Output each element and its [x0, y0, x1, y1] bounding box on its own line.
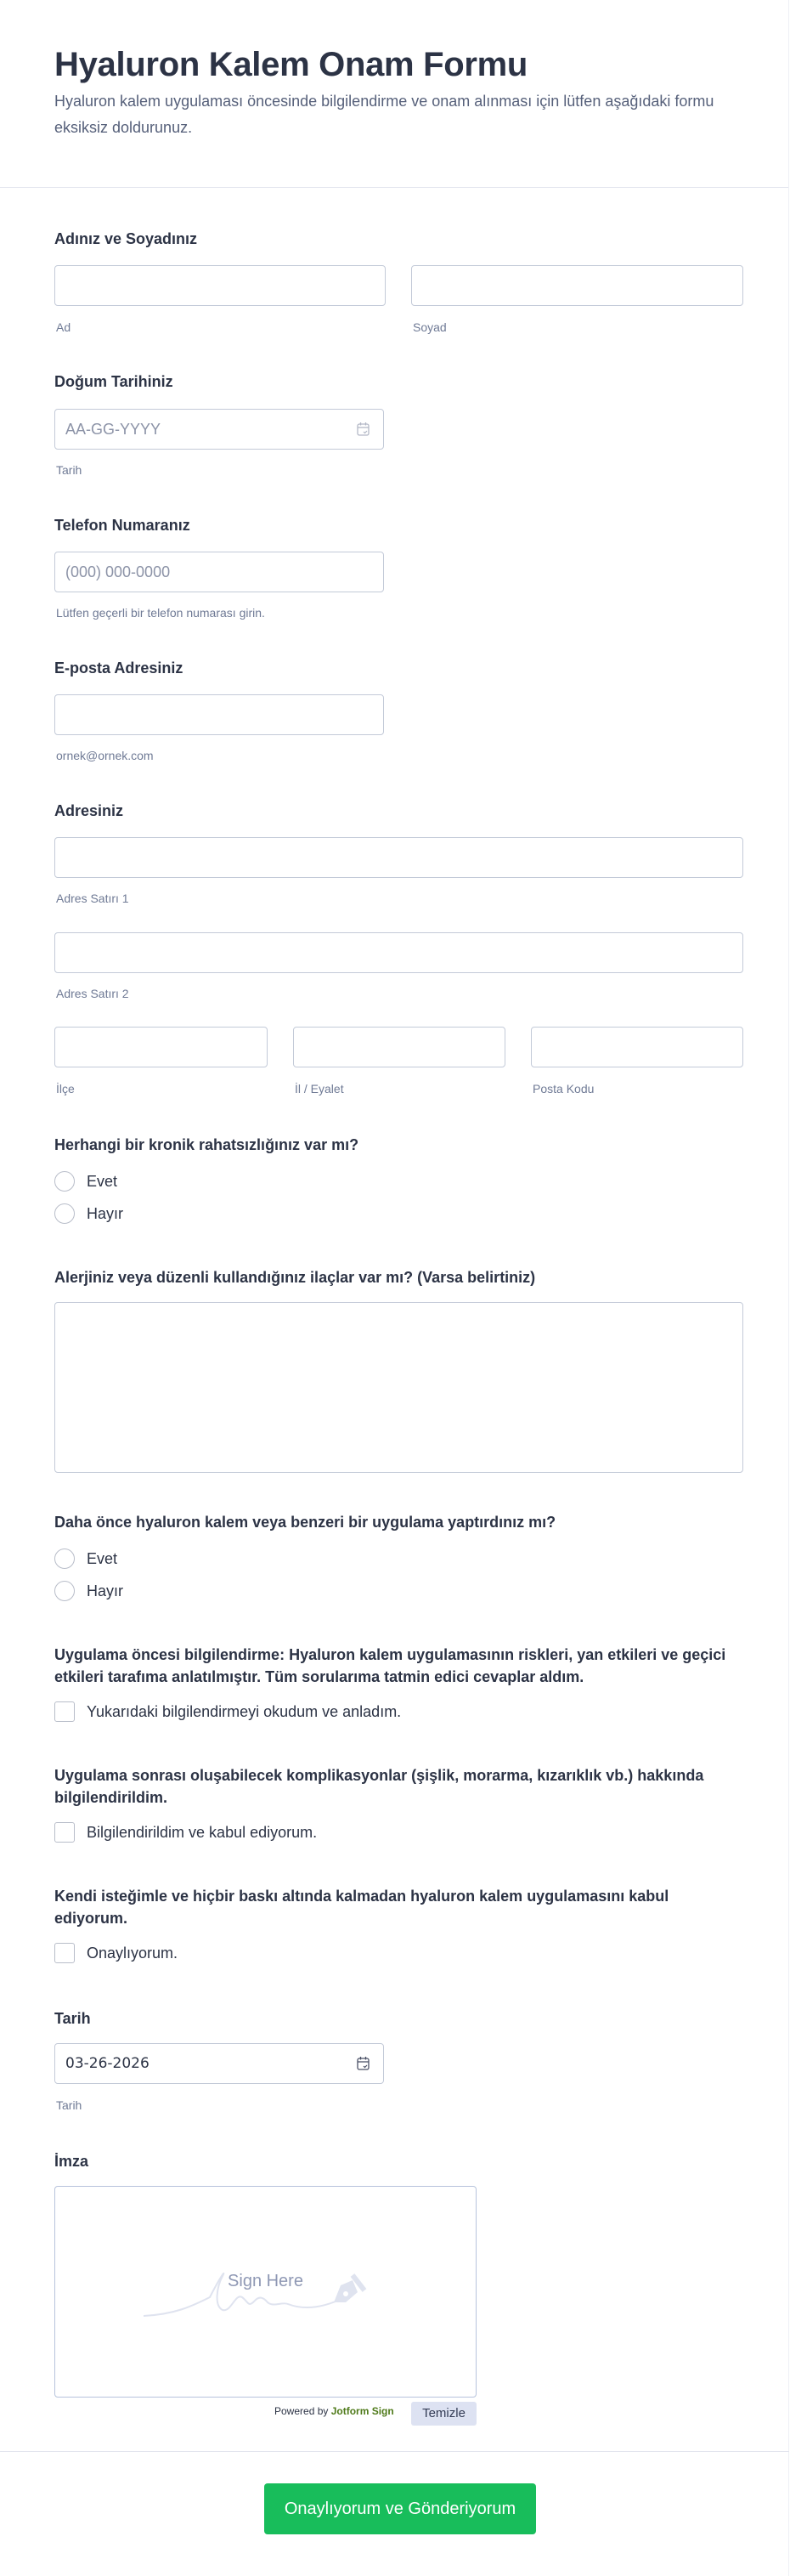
- previous-option-evet[interactable]: [54, 1547, 117, 1571]
- district-sublabel: İlçe: [56, 1082, 75, 1096]
- checkbox[interactable]: [54, 1822, 75, 1843]
- birth-date-input[interactable]: [54, 409, 384, 450]
- postal-code-sublabel: Posta Kodu: [533, 1082, 595, 1096]
- info-consent-label: Uygulama öncesi bilgilendirme: Hyaluron kalem uygulamasının riskleri, yan etkileri ve geçici etkileri tarafıma anlatılmıştır. Tüm sorularıma tatmin edici cevaplar aldım.: [54, 1646, 726, 1685]
- powered-prefix: Powered by: [274, 2405, 329, 2417]
- allergies-textarea[interactable]: [54, 1302, 743, 1473]
- email-sublabel: ornek@ornek.com: [56, 749, 154, 762]
- district-input[interactable]: [54, 1027, 268, 1067]
- powered-by: [274, 2405, 394, 2417]
- sign-here-prompt: Sign Here: [228, 2272, 303, 2290]
- birth-date-sublabel: Tarih: [56, 463, 82, 477]
- option-label: Bilgilendirildim ve kabul ediyorum.: [87, 1823, 318, 1841]
- radio-button[interactable]: [54, 1581, 75, 1601]
- province-input[interactable]: [293, 1027, 505, 1067]
- radio-button[interactable]: [54, 1203, 75, 1224]
- submit-button[interactable]: Onaylıyorum ve Gönderiyorum: [264, 2483, 536, 2534]
- option-label: Evet: [87, 1549, 118, 1567]
- form-header: [0, 0, 788, 188]
- radio-button[interactable]: [54, 1171, 75, 1192]
- previous-label: Daha önce hyaluron kalem veya benzeri bir uygulama yaptırdınız mı?: [54, 1514, 556, 1531]
- footer-divider: [0, 2451, 789, 2452]
- calendar-icon[interactable]: [356, 2056, 371, 2071]
- option-label: Evet: [87, 1172, 118, 1190]
- province-sublabel: İl / Eyalet: [295, 1082, 344, 1096]
- previous-option-hayir[interactable]: [54, 1579, 123, 1603]
- calendar-icon[interactable]: [356, 422, 371, 437]
- voluntary-label: Kendi isteğimle ve hiçbir baskı altında kalmadan hyaluron kalem uygulamasını kabul ediyorum.: [54, 1888, 669, 1927]
- info-consent-option[interactable]: [54, 1700, 401, 1724]
- name-label: Adınız ve Soyadınız: [54, 230, 198, 247]
- form-subtitle: Hyaluron kalem uygulaması öncesinde bilgilendirme ve onam alınması için lütfen aşağıdaki formu eksiksiz doldurunuz.: [54, 93, 714, 136]
- phone-label: Telefon Numaranız: [54, 517, 190, 534]
- radio-button[interactable]: [54, 1548, 75, 1569]
- chronic-label: Herhangi bir kronik rahatsızlığınız var mı?: [54, 1136, 359, 1153]
- checkbox[interactable]: [54, 1943, 75, 1963]
- complications-label: Uygulama sonrası oluşabilecek komplikasyonlar (şişlik, morarma, kızarıklık vb.) hakkında bilgilendirildim.: [54, 1767, 704, 1806]
- jotform-sign-link[interactable]: Jotform Sign: [330, 2405, 394, 2417]
- date-label: Tarih: [54, 2010, 91, 2027]
- phone-placeholder: (000) 000-0000: [65, 563, 171, 580]
- date-value: 03-26-2026: [65, 2055, 150, 2072]
- last-name-sublabel: Soyad: [413, 320, 447, 334]
- birth-date-label: Doğum Tarihiniz: [54, 373, 173, 390]
- phone-input[interactable]: [54, 552, 384, 592]
- option-label: Yukarıdaki bilgilendirmeyi okudum ve anladım.: [87, 1702, 402, 1720]
- first-name-input[interactable]: [54, 265, 386, 306]
- date-input[interactable]: [54, 2043, 384, 2084]
- form-title: Hyaluron Kalem Onam Formu: [54, 46, 528, 83]
- allergies-label: Alerjiniz veya düzenli kullandığınız ilaçlar var mı? (Varsa belirtiniz): [54, 1269, 536, 1286]
- address-line1-input[interactable]: [54, 837, 743, 878]
- email-label: E-posta Adresiniz: [54, 660, 183, 677]
- option-label: Onaylıyorum.: [87, 1944, 178, 1962]
- signature-label: İmza: [54, 2153, 89, 2170]
- complications-option[interactable]: [54, 1820, 317, 1844]
- date-sublabel: Tarih: [56, 2098, 82, 2112]
- option-label: Hayır: [87, 1582, 124, 1599]
- voluntary-option[interactable]: [54, 1941, 178, 1965]
- checkbox[interactable]: [54, 1701, 75, 1722]
- chronic-option-hayir[interactable]: [54, 1202, 123, 1226]
- phone-sublabel: Lütfen geçerli bir telefon numarası girin.: [56, 606, 265, 620]
- signature-pad[interactable]: [54, 2186, 477, 2398]
- postal-code-input[interactable]: [531, 1027, 743, 1067]
- address-line1-sublabel: Adres Satırı 1: [56, 892, 129, 905]
- address-line2-input[interactable]: [54, 932, 743, 973]
- first-name-sublabel: Ad: [56, 320, 71, 334]
- address-label: Adresiniz: [54, 802, 124, 819]
- email-input[interactable]: [54, 694, 384, 735]
- option-label: Hayır: [87, 1204, 124, 1222]
- chronic-option-evet[interactable]: [54, 1169, 117, 1193]
- birth-date-placeholder: AA-GG-YYYY: [65, 420, 161, 438]
- last-name-input[interactable]: [411, 265, 743, 306]
- address-line2-sublabel: Adres Satırı 2: [56, 987, 129, 1000]
- clear-signature-button[interactable]: Temizle: [411, 2402, 477, 2426]
